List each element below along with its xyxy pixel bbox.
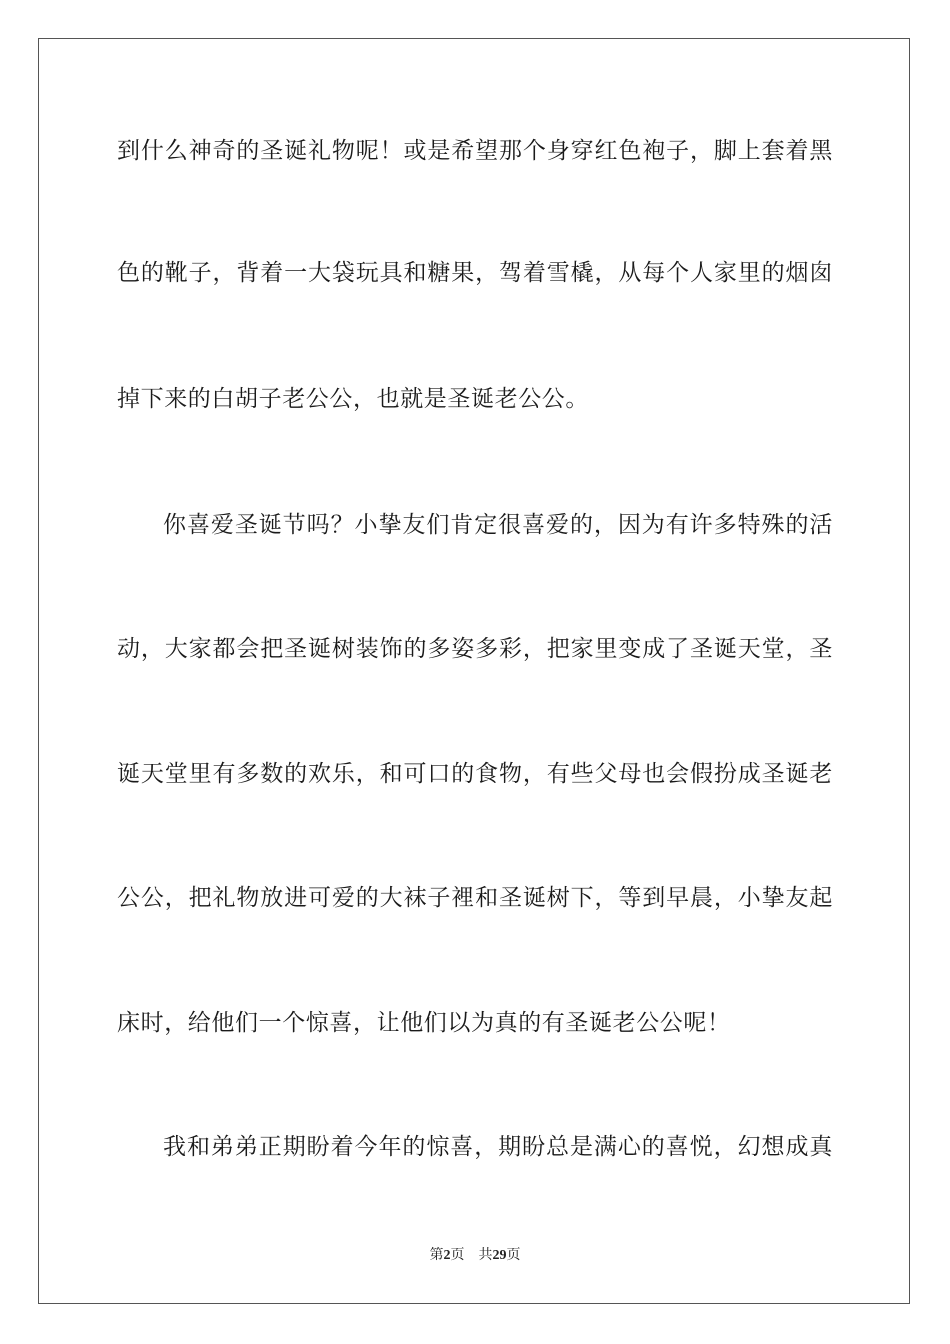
page-prefix: 第 [429, 1247, 444, 1263]
paragraph-first-line: 我和弟弟正期盼着今年的惊喜，期盼总是满心的喜悦，幻想成真 [163, 1134, 833, 1160]
page-suffix: 页 [450, 1247, 465, 1263]
paragraph-first-line: 你喜爱圣诞节吗？小挚友们肯定很喜爱的，因为有许多特殊的活 [163, 512, 833, 538]
page-number: 2 [443, 1248, 451, 1263]
text-line: 色的靴子，背着一大袋玩具和糖果，驾着雪橇，从每个人家里的烟囱 [117, 260, 833, 286]
text-line: 床时，给他们一个惊喜，让他们以为真的有圣诞老公公呢！ [117, 1010, 731, 1036]
text-line: 到什么神奇的圣诞礼物呢！或是希望那个身穿红色袍子，脚上套着黑 [117, 138, 833, 164]
total-pages: 29 [492, 1248, 507, 1263]
text-line: 动，大家都会把圣诞树装饰的多姿多彩，把家里变成了圣诞天堂，圣 [117, 636, 833, 662]
text-line: 掉下来的白胡子老公公，也就是圣诞老公公。 [117, 386, 589, 412]
text-line: 诞天堂里有多数的欢乐，和可口的食物，有些父母也会假扮成圣诞老 [117, 761, 833, 787]
page-footer [0, 1246, 950, 1265]
text-line: 公公，把礼物放进可爱的大袜子裡和圣诞树下，等到早晨，小挚友起 [117, 885, 833, 911]
total-prefix: 共 [478, 1247, 493, 1263]
page-border [38, 38, 910, 1304]
total-suffix: 页 [506, 1247, 521, 1263]
